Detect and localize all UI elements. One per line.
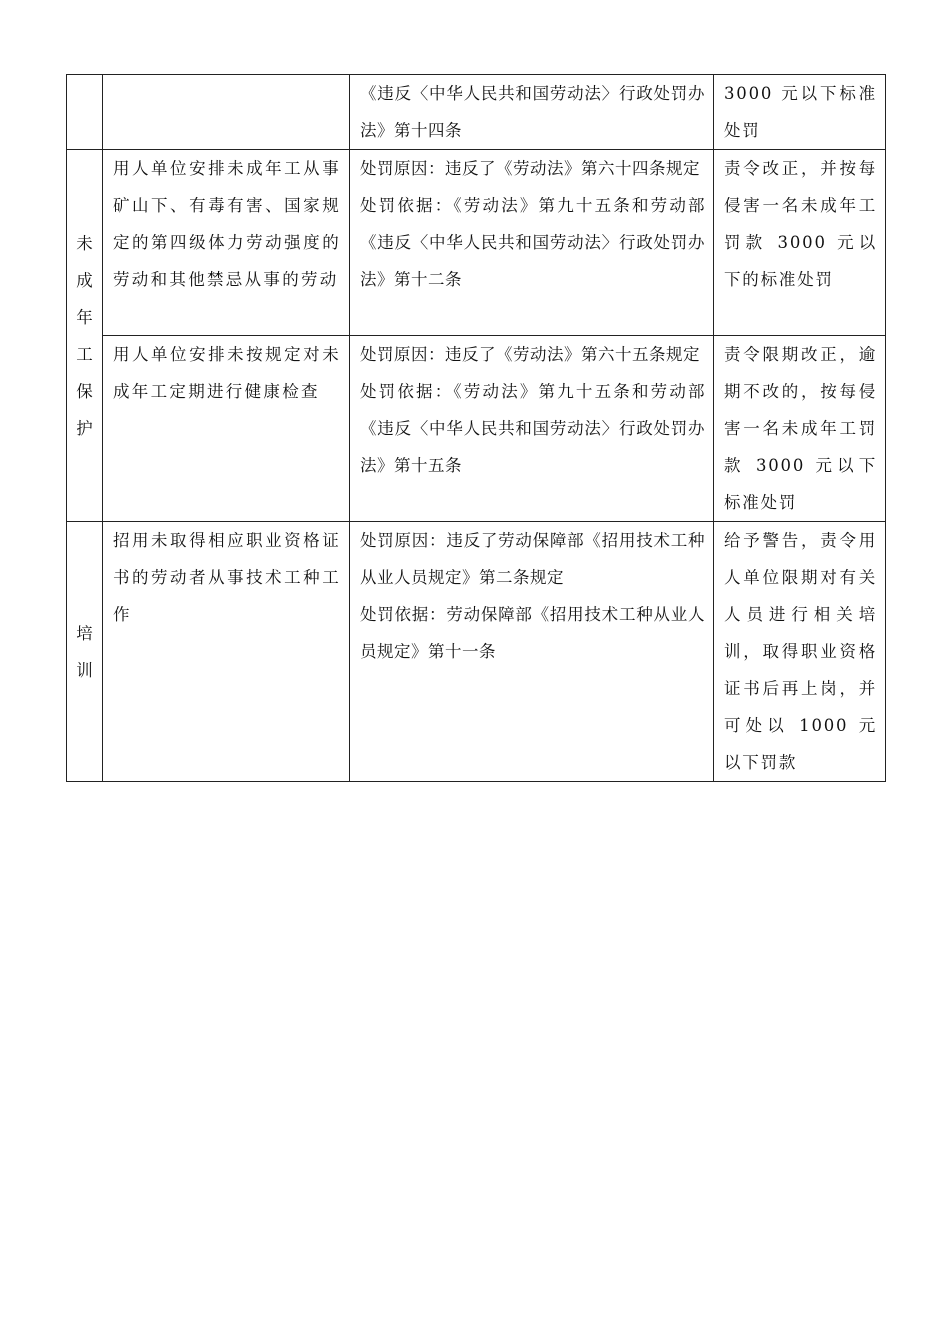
category-cell [67, 75, 103, 150]
category-cell [67, 522, 103, 782]
penalty-measure-cell: 3000 元以下标准处罚 [714, 75, 886, 150]
penalty-reason-basis-cell [350, 522, 714, 782]
penalty-table [66, 74, 886, 782]
penalty-basis-text: 《违反〈中华人民共和国劳动法〉行政处罚办法》第十四条 [360, 84, 705, 140]
table-row [67, 75, 886, 150]
penalty-reason-text: 处罚原因：违反了劳动保障部《招用技术工种从业人员规定》第二条规定 [360, 531, 705, 587]
violation-description-cell [103, 75, 350, 150]
penalty-basis-text: 处罚依据：《劳动法》第九十五条和劳动部《违反〈中华人民共和国劳动法〉行政处罚办法》第十二条 [360, 196, 705, 289]
violation-description-cell: 招用未取得相应职业资格证书的劳动者从事技术工种工作 [103, 522, 350, 782]
penalty-reason-basis-cell [350, 75, 714, 150]
category-label: 未成年工保护 [76, 233, 93, 438]
penalty-reason-basis-cell [350, 336, 714, 522]
table-row [67, 522, 886, 782]
penalty-reason-basis-cell [350, 150, 714, 336]
penalty-reason-text: 处罚原因：违反了《劳动法》第六十四条规定 [360, 159, 700, 178]
table-row [67, 336, 886, 522]
penalty-measure-cell: 给予警告，责令用人单位限期对有关人员进行相关培训，取得职业资格证书后再上岗，并可处以 1000 元以下罚款 [714, 522, 886, 782]
category-cell [67, 150, 103, 522]
penalty-measure-cell: 责令限期改正，逾期不改的，按每侵害一名未成年工罚款 3000 元以下标准处罚 [714, 336, 886, 522]
penalty-reason-text: 处罚原因：违反了《劳动法》第六十五条规定 [360, 345, 700, 364]
category-label: 培训 [76, 623, 93, 680]
violation-description-cell: 用人单位安排未成年工从事矿山下、有毒有害、国家规定的第四级体力劳动强度的劳动和其他禁忌从事的劳动 [103, 150, 350, 336]
penalty-basis-text: 处罚依据：劳动保障部《招用技术工种从业人员规定》第十一条 [360, 605, 705, 661]
violation-description-cell: 用人单位安排未按规定对未成年工定期进行健康检查 [103, 336, 350, 522]
penalty-measure-cell: 责令改正，并按每侵害一名未成年工罚款 3000 元以下的标准处罚 [714, 150, 886, 336]
table-row [67, 150, 886, 336]
penalty-basis-text: 处罚依据：《劳动法》第九十五条和劳动部《违反〈中华人民共和国劳动法〉行政处罚办法》第十五条 [360, 382, 705, 475]
